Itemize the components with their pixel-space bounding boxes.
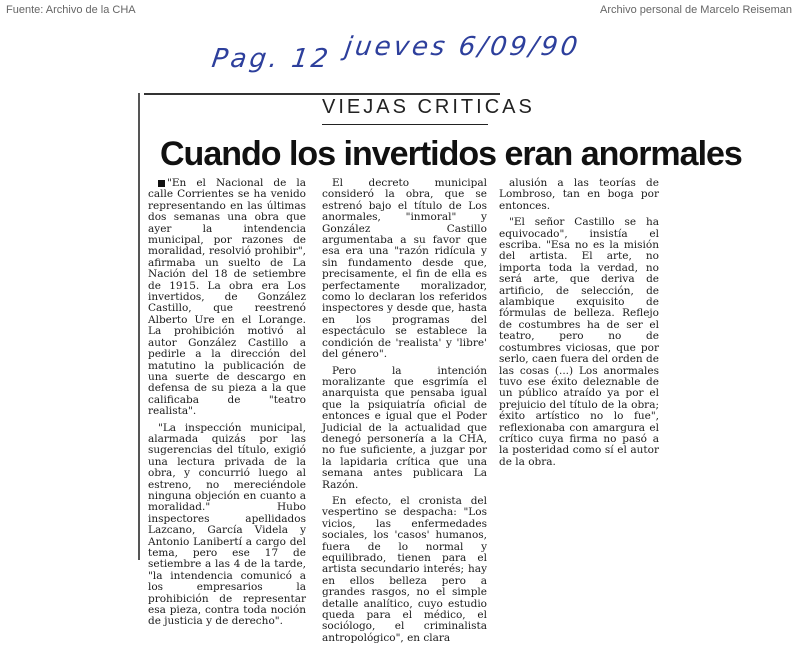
lead-marker-icon: [158, 180, 165, 187]
column-2-paragraph-3: En efecto, el cronista del vespertino se despacha: "Los vicios, las enfermedades sociales, los 'casos' humanos, fuera de lo normal y equilibrado, tienen para el artista secundario interés; hay en ellos belleza pero a grandes rasgos, no el simple detalle analítico, cuyo estudio queda para el médico, el sociólogo, el criminalista antropológico", en clara: [322, 494, 487, 644]
handwritten-date-note: jueves 6/09/90: [342, 32, 583, 62]
handwritten-page-note: Pag. 12: [209, 44, 333, 74]
clipping-top-rule: [144, 93, 500, 95]
article-column-3: [499, 178, 659, 473]
column-3-paragraph-1: alusión a las teorías de Lombroso, tan en boga por entonces.: [499, 177, 659, 212]
section-heading: VIEJAS CRITICAS: [322, 96, 535, 118]
article-headline: Cuando los invertidos eran anormales: [160, 135, 742, 173]
column-3-paragraph-2: "El señor Castillo se ha equivocado", insistía el escriba. "Esa no es la misión del artista. El arte, no importa toda la verdad, no será arte, que deriva de artificio, de selección, de alambique exquisito de fórmulas de belleza. Reflejo de costumbres ha de ser el teatro, pero no de costumbres viciosas, que por serlo, caen fuera del orden de las cosas (...) Los anormales tuvo ese éxito deleznable de un público atraído ya por el prejuicio del título de la obra; éxito artístico no lo fue", reflexionaba con amargura el crítico cuya firma no pasó a la posteridad como sí el autor de la obra.: [499, 216, 659, 468]
section-underline: [322, 124, 488, 125]
column-1-paragraph-1: [148, 178, 306, 418]
archive-credit: Archivo personal de Marcelo Reiseman: [600, 4, 792, 16]
column-2-paragraph-2: Pero la intención moralizante que esgrimía el anarquista que pensaba igual que la psiquiatría oficial de entonces e igual que el Poder Judicial de la actualidad que denegó personería a la CHA, no fue suficiente, a juzgar por la lapidaria crítica que una semana antes publicara La Razón.: [322, 364, 487, 491]
column-1-paragraph-2: "La inspección municipal, alarmada quizás por las sugerencias del título, exigió una lectura privada de la obra, y concurrió luego al estreno, no mereciéndole ninguna objeción en cuanto a moralidad." Hubo inspectores apellidados Lazcano, García Videla y Antonio Lanibertí a cargo del tema, pero ese 17 de setiembre a las 4 de la tarde, "la intendencia comunicó a los empresarios la prohibición de representar esa pieza, contra toda noción de justicia y de derecho".: [148, 421, 306, 628]
source-credit: Fuente: Archivo de la CHA: [6, 4, 136, 16]
article-column-1: [148, 178, 306, 633]
column-2-paragraph-1: El decreto municipal consideró la obra, que se estrenó bajo el título de Los anormales, "inmoral" y González Castillo argumentaba a su favor que esa era una "razón ridícula y sin fundamento desde que, precisamente, el fin de ella es perfectamente moralizador, como lo declaran los referidos inspectores y desde que, hasta en los programas del espectáculo se establece la condición de 'realista' y 'libre' del género".: [322, 177, 487, 361]
paragraph-text: "En el Nacional de la calle Corrientes se ha venido representando en las últimas dos semanas una obra que ayer la intendencia municipal, por razones de moralidad, resolvió prohibir", afirmaba un suelto de La Nación del 18 de setiembre de 1915. La obra era Los invertidos, de González Castillo, que reestrenó Alberto Ure en el Lorange. La prohibición motivó al autor González Castillo a pedirle a la dirección del matutino la publicación de una suerte de descargo en defensa de su pieza a la que calificaba de "teatro realista".: [148, 177, 306, 418]
clipping-left-edge: [138, 93, 140, 560]
article-column-2: [322, 178, 487, 649]
